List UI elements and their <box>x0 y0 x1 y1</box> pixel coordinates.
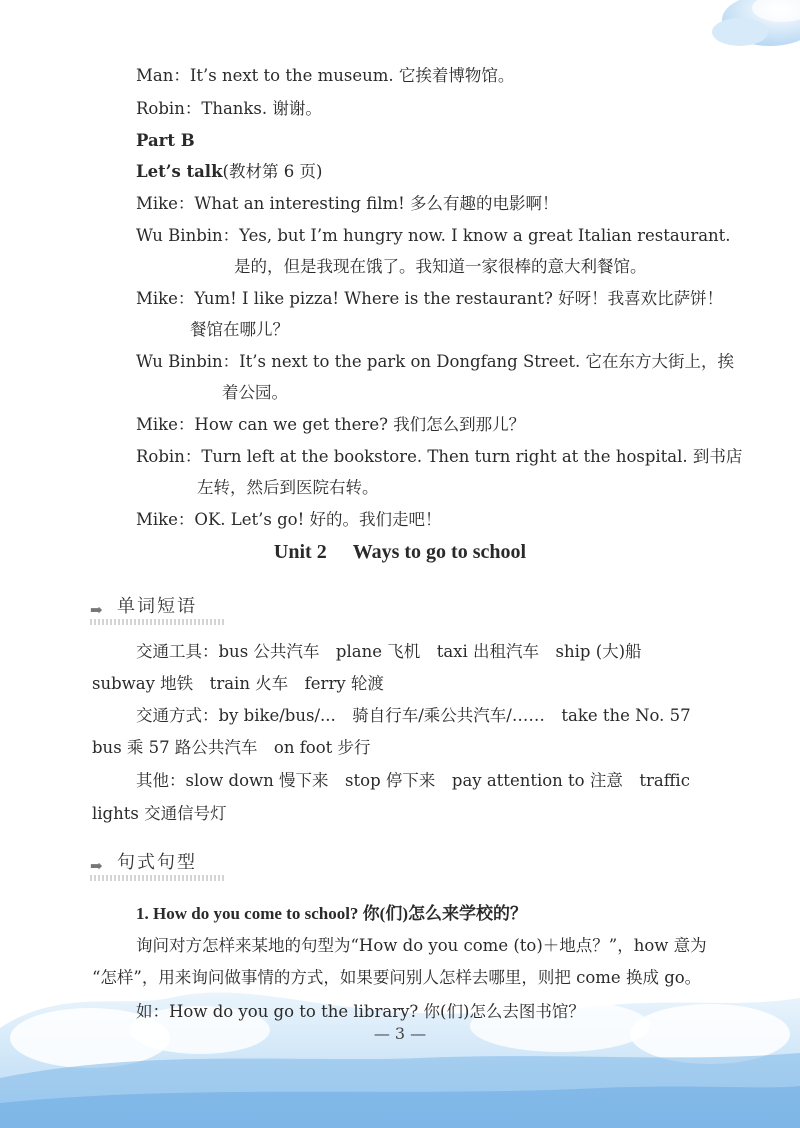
vocab-line: lights 交通信号灯 <box>92 804 227 823</box>
explanation-line: “怎样”，用来询问做事情的方式，如果要问别人怎样去哪里，则把 come 换成 go。 <box>92 968 702 987</box>
arrow-icon: ➡ <box>90 601 103 619</box>
dialogue-line: Robin：Turn left at the bookstore. Then turn right at the hospital. 到书店 <box>136 447 743 466</box>
vocab-line: 其他：slow down 慢下来 stop 停下来 pay attention to 注意 traffic <box>136 771 690 790</box>
lets-talk-label: Let’s talk <box>136 162 223 181</box>
example-line: 如：How do you go to the library? 你(们)怎么去图书馆？ <box>136 1002 585 1021</box>
dialogue-translation: 是的，但是我现在饿了。我知道一家很棒的意大利餐馆。 <box>234 257 647 276</box>
sentence-pattern-heading: 1. How do you come to school? 你(们)怎么来学校的？ <box>136 904 527 923</box>
dialogue-line: Wu Binbin：It’s next to the park on Dongfang Street. 它在东方大街上，挨 <box>136 352 734 371</box>
dialogue-line: Mike：How can we get there? 我们怎么到那儿？ <box>136 415 526 434</box>
lets-talk-heading <box>136 164 322 181</box>
section-underline <box>90 875 225 881</box>
dialogue-line: Robin：Thanks. 谢谢。 <box>136 99 322 118</box>
vocab-line: 交通方式：by bike/bus/... 骑自行车/乘公共汽车/…… take the No. 57 <box>136 706 691 725</box>
unit-title <box>0 541 800 564</box>
dialogue-translation: 左转，然后到医院右转。 <box>197 478 379 497</box>
section-header-vocab <box>90 592 250 624</box>
section-underline <box>90 619 225 625</box>
vocab-line: subway 地铁 train 火车 ferry 轮渡 <box>92 674 384 693</box>
section-header-sentence <box>90 848 250 880</box>
part-heading: Part B <box>136 131 195 150</box>
dialogue-translation: 餐馆在哪儿？ <box>190 320 289 339</box>
dialogue-line: Mike：Yum! I like pizza! Where is the restaurant? 好呀！我喜欢比萨饼！ <box>136 289 724 308</box>
dialogue-line: Mike：OK. Let’s go! 好的。我们走吧！ <box>136 510 442 529</box>
dialogue-translation: 着公园。 <box>222 383 288 402</box>
vocab-line: bus 乘 57 路公共汽车 on foot 步行 <box>92 738 371 757</box>
dialogue-line: Wu Binbin：Yes, but I’m hungry now. I know a great Italian restaurant. <box>136 226 731 245</box>
unit-name: Ways to go to school <box>352 541 527 563</box>
textbook-page-ref: (教材第 6 页) <box>222 162 323 181</box>
dialogue-line: Man：It’s next to the museum. 它挨着博物馆。 <box>136 66 515 85</box>
explanation-line: 询问对方怎样来某地的句型为“How do you come (to)＋地点？”，how 意为 <box>136 936 707 955</box>
dialogue-line: Mike：What an interesting film! 多么有趣的电影啊！ <box>136 194 559 213</box>
section-title: 句式句型 <box>117 852 197 873</box>
section-title: 单词短语 <box>117 596 197 617</box>
page-number: — 3 — <box>373 1024 427 1043</box>
vocab-line: 交通工具：bus 公共汽车 plane 飞机 taxi 出租汽车 ship (大)船 <box>136 642 642 661</box>
arrow-icon: ➡ <box>90 857 103 875</box>
unit-number: Unit 2 <box>273 541 327 563</box>
